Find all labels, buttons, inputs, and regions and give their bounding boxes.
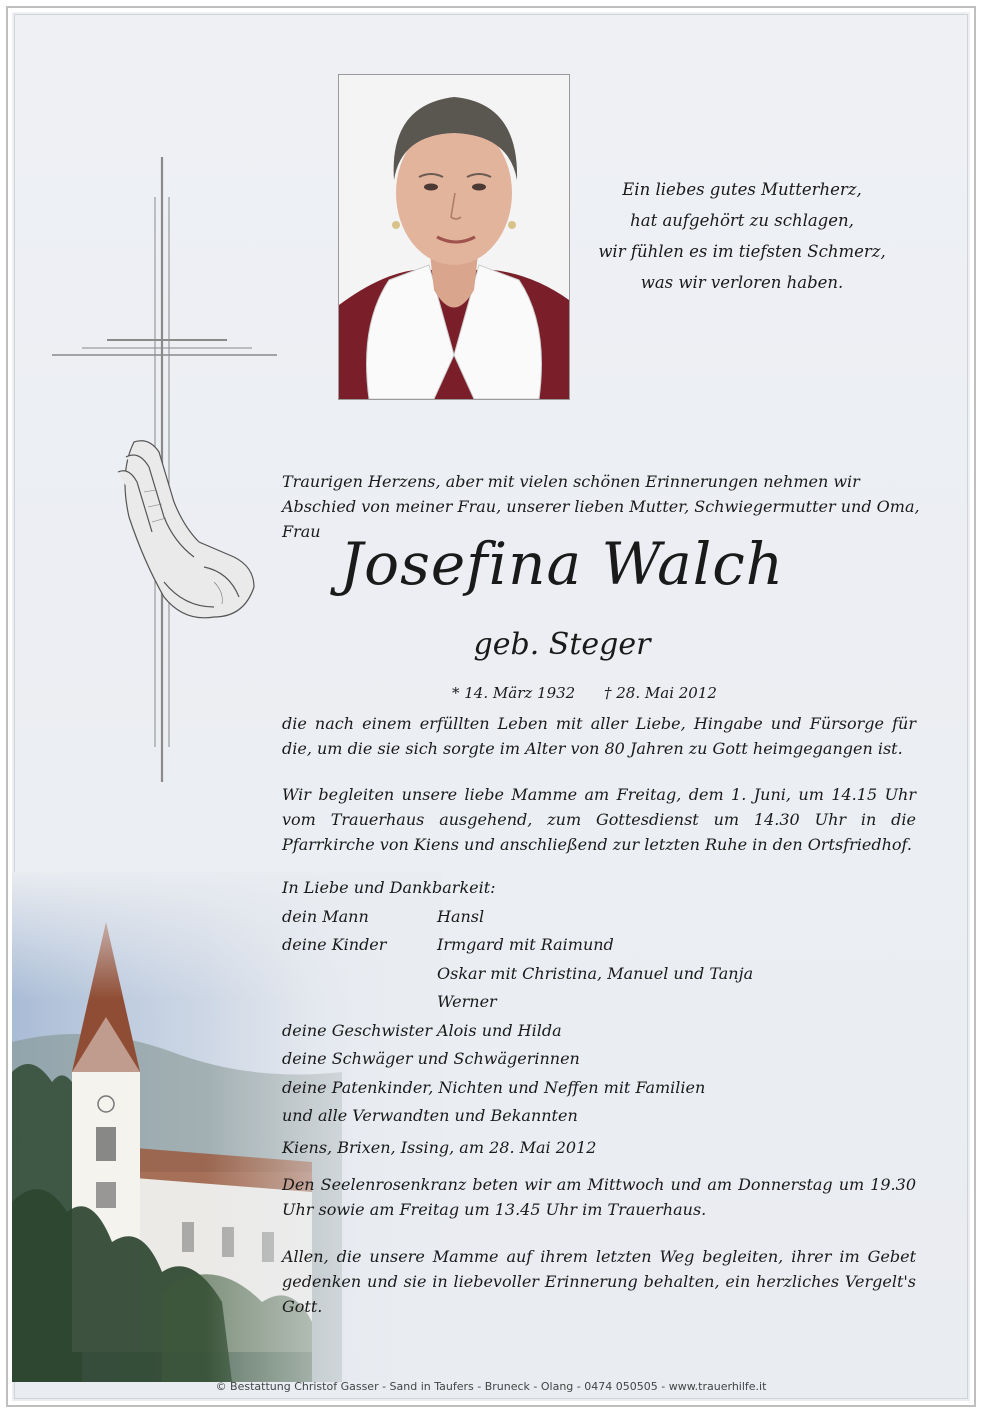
birth-date: * 14. März 1932: [452, 684, 576, 702]
mourner-line: deine Schwäger und Schwägerinnen: [282, 1049, 580, 1068]
mourner-names: Hansl: [437, 906, 485, 926]
poem: [592, 174, 892, 298]
mourner-relation: dein Mann: [282, 906, 369, 926]
death-date: † 28. Mai 2012: [604, 684, 717, 702]
mourner-line: und alle Verwandten und Bekannten: [282, 1106, 578, 1125]
mourner-line: deine Patenkinder, Nichten und Neffen mit Familien: [282, 1077, 706, 1097]
mourner-names: Alois und Hilda: [437, 1020, 562, 1040]
maiden-name: geb. Steger: [473, 627, 651, 662]
life-dates: [452, 684, 741, 702]
paragraph-life: die nach einem erfüllten Leben mit aller Liebe, Hingabe und Fürsorge für die, um die sie sich sorgte im Alter von 80 Jahren zu Gott heimgegangen ist.: [282, 714, 916, 758]
poem-line: wir fühlen es im tiefsten Schmerz,: [598, 242, 886, 261]
footer-credit: © Bestattung Christof Gasser - Sand in Taufers - Bruneck - Olang - 0474 050505 - www.trauerhilfe.it: [215, 1380, 767, 1393]
portrait-photo: [338, 74, 570, 400]
mourner-row: [282, 960, 922, 989]
paragraph-rosary: Den Seelenrosenkranz beten wir am Mittwoch und am Donnerstag um 19.30 Uhr sowie am Freitag um 13.45 Uhr im Trauerhaus.: [282, 1175, 916, 1219]
praying-hands-icon: [104, 432, 264, 632]
mourner-names: Werner: [437, 992, 497, 1011]
paragraph-thanks: Allen, die unsere Mamme auf ihrem letzten Weg begleiten, ihrer im Gebet gedenken und sie in liebevoller Erinnerung behalten, ein herzliches Vergelt's Gott.: [282, 1247, 916, 1316]
mourners-list: [282, 874, 922, 1131]
poem-line: was wir verloren haben.: [640, 273, 844, 292]
mourner-row: [282, 903, 922, 932]
page-frame: [6, 6, 976, 1407]
intro-text: Traurigen Herzens, aber mit vielen schönen Erinnerungen nehmen wir Abschied von meiner Frau, unserer lieben Mutter, Schwiegermutter und Oma, Frau: [282, 472, 920, 541]
paragraph-funeral: Wir begleiten unsere liebe Mamme am Freitag, dem 1. Juni, um 14.15 Uhr vom Trauerhaus ausgehend, zum Gottesdienst um 14.30 Uhr in die Pfarrkirche von Kiens und anschließend zur letzten Ruhe in den Ortsfriedhof.: [282, 785, 916, 854]
mourner-row: [282, 931, 922, 960]
deceased-name: Josefina Walch: [339, 530, 785, 598]
mourner-row: [282, 1017, 922, 1046]
mourners-heading: In Liebe und Dankbarkeit:: [282, 878, 496, 897]
mourner-relation: [282, 988, 437, 1017]
mourner-row: [282, 988, 922, 1017]
mourner-names: Irmgard mit Raimund: [437, 935, 614, 954]
mourner-relation: deine Geschwister: [282, 1020, 432, 1040]
obituary-card: [12, 12, 970, 1401]
poem-line: hat aufgehört zu schlagen,: [630, 211, 854, 230]
poem-line: Ein liebes gutes Mutterherz,: [622, 180, 862, 199]
mourner-relation: [282, 960, 437, 989]
mourner-relation: deine Kinder: [282, 935, 387, 954]
place-date: Kiens, Brixen, Issing, am 28. Mai 2012: [282, 1138, 597, 1157]
mourner-names: Oskar mit Christina, Manuel und Tanja: [437, 963, 754, 983]
